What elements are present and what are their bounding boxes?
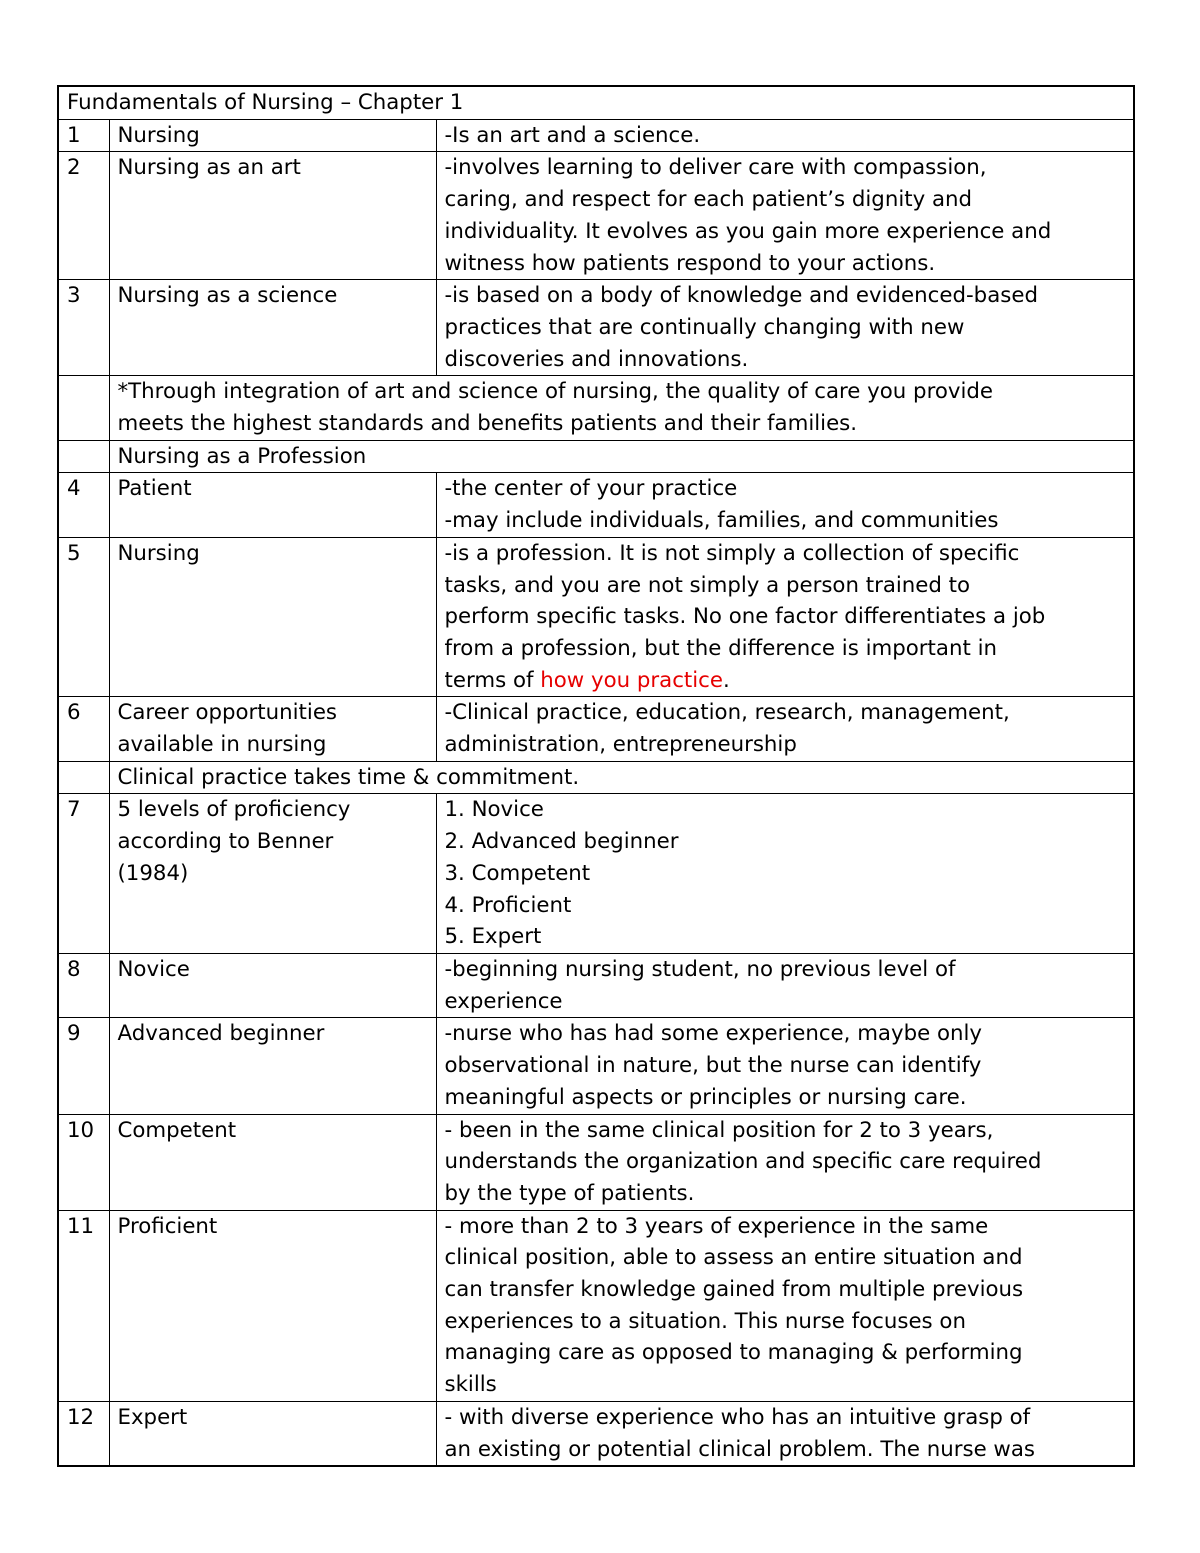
definition-line: -beginning nursing student, no previous level of xyxy=(444,956,956,982)
definition-cell xyxy=(436,537,1134,697)
note-line: meets the highest standards and benefits patients and their families. xyxy=(117,411,858,437)
term-cell xyxy=(109,794,436,954)
definition-line: - with diverse experience who has an intuitive grasp of xyxy=(444,1404,1031,1430)
table-row xyxy=(58,119,1134,152)
term-cell: Nursing xyxy=(109,119,436,152)
table-row xyxy=(58,1114,1134,1210)
definition-line: an existing or potential clinical problem. The nurse was xyxy=(444,1436,1035,1462)
row-number: 11 xyxy=(58,1210,109,1401)
table-row xyxy=(58,473,1134,537)
term-cell: Nursing xyxy=(109,537,436,697)
definition-line: 2. Advanced beginner xyxy=(444,829,679,855)
definition-cell xyxy=(436,152,1134,280)
term-cell: Nursing as an art xyxy=(109,152,436,280)
definition-cell xyxy=(436,280,1134,376)
definition-line: skills xyxy=(444,1372,497,1398)
term-cell: Novice xyxy=(109,953,436,1017)
definition-line: discoveries and innovations. xyxy=(444,346,749,372)
section-heading: Clinical practice takes time & commitment. xyxy=(109,761,1134,794)
term-cell: Advanced beginner xyxy=(109,1018,436,1114)
table-row xyxy=(58,1018,1134,1114)
table-row xyxy=(58,794,1134,954)
definition-cell xyxy=(436,473,1134,537)
document-title: Fundamentals of Nursing – Chapter 1 xyxy=(58,86,1134,119)
row-number: 6 xyxy=(58,697,109,761)
term-cell: Patient xyxy=(109,473,436,537)
definition-line: tasks, and you are not simply a person trained to xyxy=(444,572,971,598)
term-line: 5 levels of proficiency xyxy=(117,797,351,823)
term-line: Career opportunities xyxy=(117,700,338,726)
row-number-empty xyxy=(58,761,109,794)
row-number: 12 xyxy=(58,1401,109,1466)
definition-line: 4. Proficient xyxy=(444,892,572,918)
definition-line: understands the organization and specific care required xyxy=(444,1149,1042,1175)
definition-line: -Clinical practice, education, research, management, xyxy=(444,700,1010,726)
definition-cell xyxy=(436,953,1134,1017)
definition-line: caring, and respect for each patient’s dignity and xyxy=(444,187,973,213)
note-row xyxy=(58,376,1134,440)
row-number: 10 xyxy=(58,1114,109,1210)
definition-line: -is a profession. It is not simply a collection of specific xyxy=(444,540,1020,566)
term-cell: Proficient xyxy=(109,1210,436,1401)
definition-cell xyxy=(436,1114,1134,1210)
title-row xyxy=(58,86,1134,119)
definition-line: witness how patients respond to your actions. xyxy=(444,250,936,276)
definition-line: perform specific tasks. No one factor differentiates a job xyxy=(444,604,1046,630)
row-number: 9 xyxy=(58,1018,109,1114)
note-cell xyxy=(109,376,1134,440)
term-cell: Competent xyxy=(109,1114,436,1210)
row-number: 4 xyxy=(58,473,109,537)
term-cell xyxy=(109,697,436,761)
row-number: 8 xyxy=(58,953,109,1017)
section-heading: Nursing as a Profession xyxy=(109,440,1134,473)
definition-line: -may include individuals, families, and communities xyxy=(444,508,999,534)
table-row xyxy=(58,537,1134,697)
row-number: 2 xyxy=(58,152,109,280)
definition-line: experience xyxy=(444,988,563,1014)
definition-cell xyxy=(436,697,1134,761)
definition-line: -is based on a body of knowledge and evidenced-based xyxy=(444,283,1038,309)
row-number-empty xyxy=(58,440,109,473)
notes-table-body xyxy=(58,86,1134,1466)
definition-line: individuality. It evolves as you gain more experience and xyxy=(444,218,1052,244)
definition-line: - more than 2 to 3 years of experience in the same xyxy=(444,1213,989,1239)
definition-line: practices that are continually changing with new xyxy=(444,314,965,340)
definition-cell xyxy=(436,1210,1134,1401)
table-row xyxy=(58,1401,1134,1466)
table-row xyxy=(58,697,1134,761)
definition-line: 5. Expert xyxy=(444,924,542,950)
row-number: 5 xyxy=(58,537,109,697)
definition-cell xyxy=(436,1018,1134,1114)
definition-line: from a profession, but the difference is important in xyxy=(444,635,997,661)
term-cell: Expert xyxy=(109,1401,436,1466)
definition-cell xyxy=(436,794,1134,954)
definition-line: observational in nature, but the nurse can identify xyxy=(444,1053,982,1079)
table-row xyxy=(58,280,1134,376)
row-number: 7 xyxy=(58,794,109,954)
document-page xyxy=(57,85,1133,1467)
definition-line: 3. Competent xyxy=(444,860,591,886)
note-line: *Through integration of art and science of nursing, the quality of care you provide xyxy=(117,379,994,405)
definition-line: terms of how you practice. xyxy=(444,667,730,693)
table-row xyxy=(58,953,1134,1017)
section-heading-row xyxy=(58,440,1134,473)
definition-line: by the type of patients. xyxy=(444,1180,695,1206)
definition-line: -the center of your practice xyxy=(444,476,738,502)
definition-line: -involves learning to deliver care with compassion, xyxy=(444,155,987,181)
highlighted-text: how you practice xyxy=(540,667,723,693)
section-heading-row xyxy=(58,761,1134,794)
definition-line: experiences to a situation. This nurse focuses on xyxy=(444,1308,966,1334)
definition-line: -Is an art and a science. xyxy=(444,122,701,148)
table-row xyxy=(58,1210,1134,1401)
term-line: (1984) xyxy=(117,860,189,886)
definition-line: clinical position, able to assess an entire situation and xyxy=(444,1245,1023,1271)
definition-line: 1. Novice xyxy=(444,797,544,823)
definition-line: can transfer knowledge gained from multiple previous xyxy=(444,1277,1024,1303)
term-line: available in nursing xyxy=(117,732,327,758)
definition-line: managing care as opposed to managing & performing xyxy=(444,1340,1023,1366)
notes-table xyxy=(57,85,1135,1467)
definition-line: meaningful aspects or principles or nursing care. xyxy=(444,1084,967,1110)
definition-line: administration, entrepreneurship xyxy=(444,732,797,758)
definition-cell xyxy=(436,119,1134,152)
definition-line: - been in the same clinical position for 2 to 3 years, xyxy=(444,1117,994,1143)
row-number: 3 xyxy=(58,280,109,376)
row-number: 1 xyxy=(58,119,109,152)
definition-cell xyxy=(436,1401,1134,1466)
row-number-empty xyxy=(58,376,109,440)
term-cell: Nursing as a science xyxy=(109,280,436,376)
term-line: according to Benner xyxy=(117,829,334,855)
table-row xyxy=(58,152,1134,280)
definition-line: -nurse who has had some experience, maybe only xyxy=(444,1021,983,1047)
